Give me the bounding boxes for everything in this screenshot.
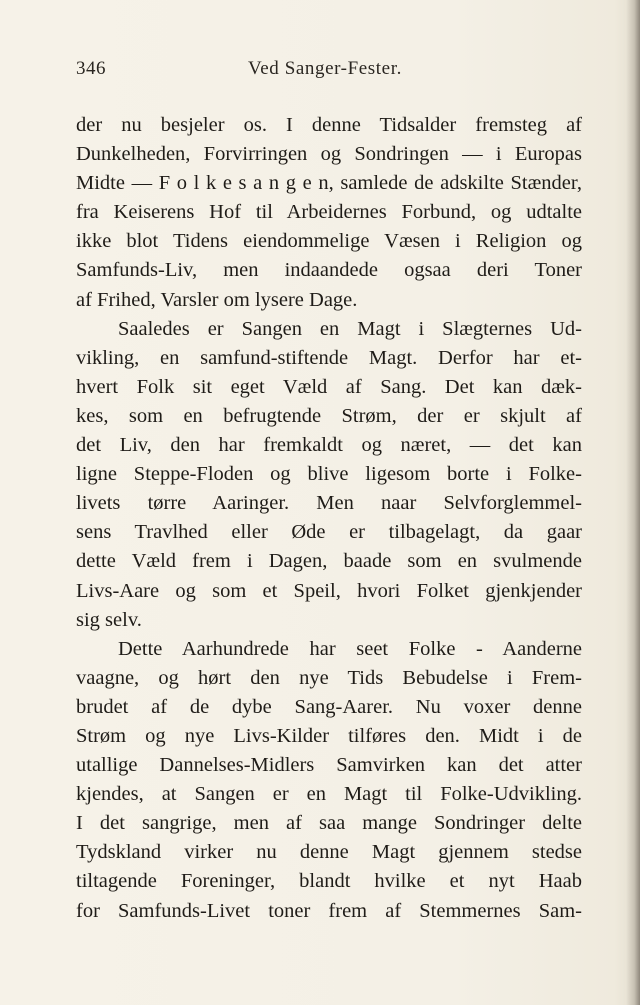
text-line: I det sangrige, men af saa mange Sondringer delte	[76, 812, 582, 835]
text-line: ikke blot Tidens eiendommelige Væsen i Religion og	[76, 230, 582, 253]
text-line: sens Travlhed eller Øde er tilbagelagt, da gaar	[76, 521, 582, 544]
text-line: vikling, en samfund-stiftende Magt. Derfor har et-	[76, 346, 582, 369]
text-line: for Samfunds-Livet toner frem af Stemmernes Sam-	[76, 899, 582, 922]
text-line: vaagne, og hørt den nye Tids Bebudelse i Frem-	[76, 666, 582, 689]
text-line: tiltagende Foreninger, blandt hvilke et nyt Haab	[76, 870, 582, 893]
text-line: Tydskland virker nu denne Magt gjennem stedse	[76, 841, 582, 864]
text-line: der nu besjeler os. I denne Tidsalder fremsteg af	[76, 114, 582, 136]
text-line: Livs-Aare og som et Speil, hvori Folket gjenkjender	[76, 579, 582, 602]
text-line: det Liv, den har fremkaldt og næret, — det kan	[76, 434, 582, 457]
page-number: 346	[76, 58, 106, 79]
text-line: brudet af de dybe Sang-Aarer. Nu voxer denne	[76, 695, 582, 718]
paragraph-end-line: sig selv.	[76, 608, 142, 631]
paragraph-start-line: Saaledes er Sangen en Magt i Slægternes Ud-	[118, 317, 582, 340]
text-line: kes, som en befrugtende Strøm, der er skjult af	[76, 404, 582, 427]
text-line: utallige Dannelses-Midlers Samvirken kan det atter	[76, 754, 582, 777]
text-line: fra Keiserens Hof til Arbeidernes Forbund, og udtalte	[76, 201, 582, 224]
text-line: hvert Folk sit eget Væld af Sang. Det kan dæk-	[76, 375, 582, 398]
paragraph-end-line: af Frihed, Varsler om lysere Dage.	[76, 288, 358, 311]
text-line: Samfunds-Liv, men indaandede ogsaa deri Toner	[76, 259, 582, 282]
text-line: dette Væld frem i Dagen, baade som en svulmende	[76, 550, 582, 573]
page-header	[76, 58, 582, 86]
page-edge-shadow	[626, 0, 640, 1005]
running-head: Ved Sanger-Fester.	[248, 58, 402, 79]
text-line: Midte — F o l k e s a n g e n, samlede de adskilte Stænder,	[76, 172, 582, 195]
text-line: Strøm og nye Livs-Kilder tilføres den. Midt i de	[76, 724, 582, 747]
text-line: Dunkelheden, Forvirringen og Sondringen — i Europas	[76, 143, 582, 166]
text-line: livets tørre Aaringer. Men naar Selvforglemmel-	[76, 492, 582, 515]
text-line: kjendes, at Sangen er en Magt til Folke-Udvikling.	[76, 783, 582, 806]
body-text	[76, 111, 582, 926]
text-line: ligne Steppe-Floden og blive ligesom borte i Folke-	[76, 463, 582, 486]
paragraph-start-line: Dette Aarhundrede har seet Folke - Aanderne	[118, 637, 582, 660]
